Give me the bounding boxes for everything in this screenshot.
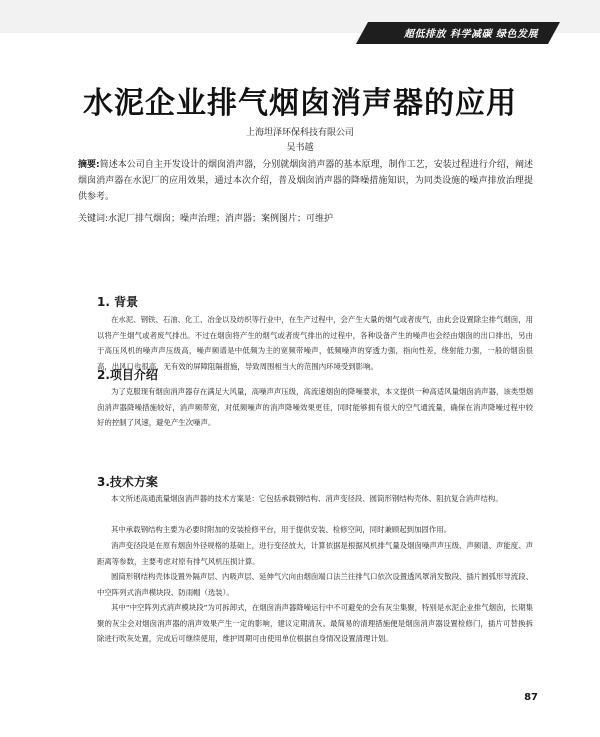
section-technical-paragraph-2: 其中承载钢结构主要为必要时附加的安装检修平台，用于提供安装、检修空间，同时兼顾起到加固作用。 bbox=[111, 525, 451, 534]
author-affiliation: 上海坦泽环保科技有限公司 bbox=[245, 128, 354, 138]
author-name: 吴书越 bbox=[286, 143, 314, 153]
abstract bbox=[78, 157, 533, 205]
abstract-text: 简述本公司自主开发设计的烟囱消声器，分别就烟囱消声器的基本原理，制作工艺，安装过程进行介绍，阐述烟囱消声器在水泥厂的应用效果，通过本次介绍，普及烟囱消声器的降噪措施知识，为同类设施的噪声排放治理提供参考。 bbox=[78, 160, 533, 202]
section-heading-background: 1. 背景 bbox=[97, 295, 139, 309]
page-number: 87 bbox=[524, 692, 538, 703]
section-background-paragraph: 在水泥、钢铁、石油、化工、冶金以及纺织等行业中，在生产过程中，会产生大量的烟气或者废气，由此会设置除尘排气烟囱，用以将产生烟气或者废气排出。不过在烟囱将产生的烟气或者废气排出的过程中，各种设备产生的噪声也会经由烟囱的出口排出，另由于高压风机的噪声声压级高，噪声频谱是中低频为主的宽频带噪声，低频噪声的穿透力强，指向性差，绕射能力强，一般的烟囱很高，出风口也很高，无有效的屏障阻隔措施，导致周围相当大的范围内环境受到影响。 bbox=[97, 315, 533, 371]
keywords bbox=[78, 212, 533, 226]
section-technical-paragraph-1: 本文所述高通流量烟囱消声器的技术方案是：它包括承载钢结构、消声变径段、圆筒形钢结构壳体、阻抗复合消声结构。 bbox=[111, 494, 503, 503]
section-technical-paragraph-4: 圆筒形钢结构壳体设置外隔声层、内吸声层、延伸气穴向由烟囱端口法兰往排气口依次设置透风罩消发散段、插片圆弧形导流段、中空阵列式消声模块段、防雨帽（选装）。 bbox=[97, 572, 533, 597]
abstract-label: 摘要: bbox=[78, 160, 100, 170]
section-heading-technical: 3.技术方案 bbox=[97, 475, 158, 489]
section-heading-project: 2.项目介绍 bbox=[97, 368, 158, 382]
section-technical-paragraph-5: 其中“中空阵列式消声模块段”为可拆卸式，在烟囱消声器降噪运行中不可避免的会有灰尘集聚，特别是水泥企业排气烟囱，长期集聚的灰尘会对烟囱消声器的消声效果产生一定的影响，建议定期清灰。最简易的清理措施便是烟囱消声器设置检修门，插片可替换拆除进行吹灰处置，完成后可继续使用，维护周期可由使用单位根据自身情况设置清理计划。 bbox=[97, 603, 533, 644]
header-slogan: 超低排放 科学减碳 绿色发展 bbox=[404, 29, 538, 40]
keywords-text: 水泥厂排气烟囱；噪声治理；消声器；案例图片；可维护 bbox=[108, 214, 334, 224]
section-project-paragraph: 为了克服现有烟囱消声器存在满足大风量，高噪声声压级，高流速烟囱的降噪要求，本文提供一种高适风量烟囱消声器，该类型烟囱消声器降噪措施较好，消声频带宽，对低频噪声的消声降噪效果更佳，同时能够拥有很大的空气通流量，确保在消声降噪过程中较好的控制了风速，避免产生次噪声。 bbox=[97, 387, 533, 428]
keywords-label: 关键词: bbox=[78, 214, 109, 224]
article-title: 水泥企业排气烟囱消声器的应用 bbox=[83, 86, 517, 121]
section-technical-paragraph-3: 消声变径段是在原有烟囱外径规格的基础上，进行变径放大，计算依据是根据风机排气量及烟囱噪声声压级、声频谱、声能度、声距离等参数，主要考虑对原有排气风机压损计算。 bbox=[97, 541, 533, 566]
